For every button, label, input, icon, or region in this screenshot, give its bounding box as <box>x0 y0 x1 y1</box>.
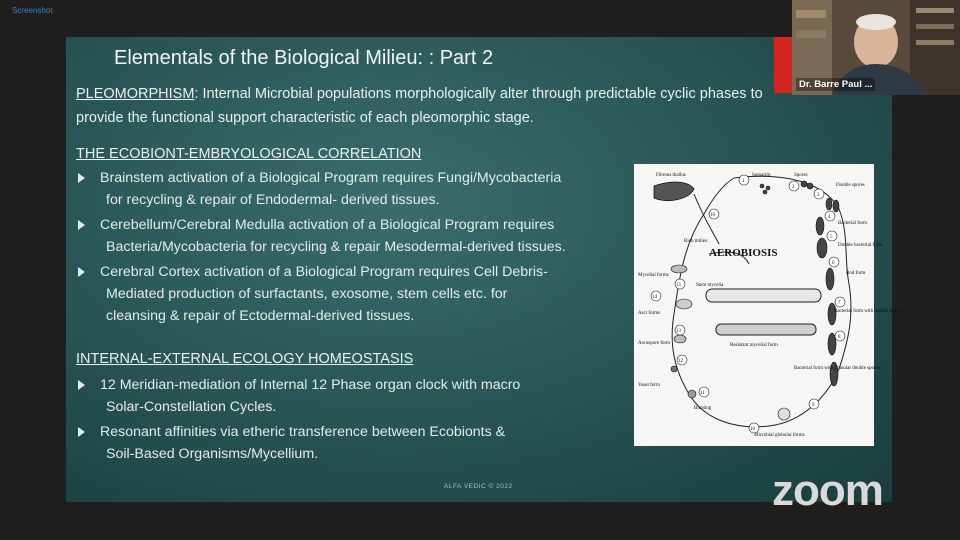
background-red-object <box>774 37 792 93</box>
stage-number: 9 <box>812 403 815 408</box>
stage-number: 5 <box>830 235 833 240</box>
diagram-label: Rod form <box>846 271 866 276</box>
zoom-logo: zoom <box>772 466 883 515</box>
diagram-label: Spores <box>794 173 808 178</box>
fibrous-thallus-shape <box>654 182 694 201</box>
cycle-diagram-svg <box>634 164 903 446</box>
diagram-label: Microbial globular forms <box>754 433 805 438</box>
diagram-center-label: AEROBIOSIS <box>709 247 778 259</box>
diagram-label: Mycelial forms <box>638 273 669 278</box>
bullet-line: for recycling & repair of Endodermal- derived tissues. <box>106 192 440 208</box>
bullet-line: Cerebellum/Cerebral Medulla activation of a Biological Program requires <box>100 217 555 233</box>
stage-number: 4 <box>828 215 831 220</box>
diagram-label: Bacterial form with granular double spores <box>794 366 880 371</box>
slide-footer: ALFA VEDIC © 2022 <box>444 483 513 490</box>
bullet-item <box>76 167 636 211</box>
diagram-label: Double bacterial form <box>838 243 883 248</box>
stage-number: 7 <box>838 301 841 306</box>
bullet-item <box>76 214 636 258</box>
diagram-label: Resistant mycelial form <box>730 343 778 348</box>
stage-number: 14 <box>652 295 657 300</box>
pleomorphism-paragraph <box>76 82 776 130</box>
bullet-line: Bacteria/Mycobacteria for recycling & repair Mesodermal-derived tissues. <box>106 239 566 255</box>
bullet-item <box>76 421 636 465</box>
diagram-label: Bacterial form <box>838 221 868 226</box>
diagram-label: Double spores <box>836 183 865 188</box>
bullet-item <box>76 374 636 418</box>
diagram-label: Rich milieu <box>684 239 708 244</box>
section-heading-ecobiont: THE ECOBIONT-EMBRYOLOGICAL CORRELATION <box>76 146 422 162</box>
stage-number: 3 <box>817 193 820 198</box>
pleomorphism-text: : Internal Microbial populations morphologically alter through predictable cyclic phases to provide the functional support characteristic of each pleomorphic stage. <box>76 86 763 126</box>
triangle-bullet-icon <box>78 380 85 390</box>
bullet-line: 12 Meridian-mediation of Internal 12 Phase organ clock with macro <box>100 377 521 393</box>
stage-number: 8 <box>838 335 841 340</box>
participant-name-label: Dr. Barre Paul ... <box>796 78 875 91</box>
stage-number: 10 <box>750 427 755 432</box>
stage-number: 6 <box>832 261 835 266</box>
triangle-bullet-icon <box>78 267 85 277</box>
bullet-line: Soil-Based Organisms/Mycellium. <box>106 446 319 462</box>
bullet-line: Cerebral Cortex activation of a Biological Program requires Cell Debris- <box>100 264 548 280</box>
bullet-line: Brainstem activation of a Biological Program requires Fungi/Mycobacteria <box>100 170 562 186</box>
resistant-rod-shape <box>716 324 816 335</box>
pleomorphism-label: PLEOMORPHISM <box>76 86 195 102</box>
diagram-label: Somatids <box>752 173 771 178</box>
diagram-label: Fibrous thallus <box>656 173 686 178</box>
stage-number: 16 <box>710 213 715 218</box>
diagram-label: Bursting <box>694 406 712 411</box>
stage-number: 12 <box>678 359 683 364</box>
bullet-line: Resonant affinities via etheric transference between Ecobionts & <box>100 424 506 440</box>
ecobiont-bullet-list <box>76 167 636 330</box>
section-heading-ecology: INTERNAL-EXTERNAL ECOLOGY HOMEOSTASIS <box>76 351 414 367</box>
ecology-bullet-list <box>76 374 636 468</box>
slide-title: Elementals of the Biological Milieu: : Part 2 <box>114 47 494 69</box>
diagram-label: Yeast form <box>638 383 660 388</box>
pleomorphic-cycle-diagram <box>634 164 903 446</box>
bullet-item <box>76 261 636 327</box>
bullet-line: Mediated production of surfactants, exosome, stem cells etc. for <box>106 286 508 302</box>
diagram-label: Ascospore form <box>638 341 671 346</box>
participant-video-tile[interactable] <box>792 0 960 95</box>
shared-slide <box>66 37 903 502</box>
mycelial-rod-shape <box>706 289 821 302</box>
stage-number: 11 <box>700 391 705 396</box>
diagram-label: Stem mycelia <box>696 283 724 288</box>
stage-number: 15 <box>676 283 681 288</box>
triangle-bullet-icon <box>78 220 85 230</box>
bullet-line: Solar-Constellation Cycles. <box>106 399 277 415</box>
stage-number: 13 <box>676 329 681 334</box>
triangle-bullet-icon <box>78 173 85 183</box>
stage-number: 2 <box>792 185 795 190</box>
diagram-label: Bacterial form with double spores <box>834 309 903 314</box>
diagram-label: Asci forms <box>638 311 661 316</box>
bullet-line: cleansing & repair of Ectodermal-derived tissues. <box>106 308 415 324</box>
corner-label: Screenshot <box>12 6 53 15</box>
triangle-bullet-icon <box>78 427 85 437</box>
stage-number: 1 <box>742 179 745 184</box>
